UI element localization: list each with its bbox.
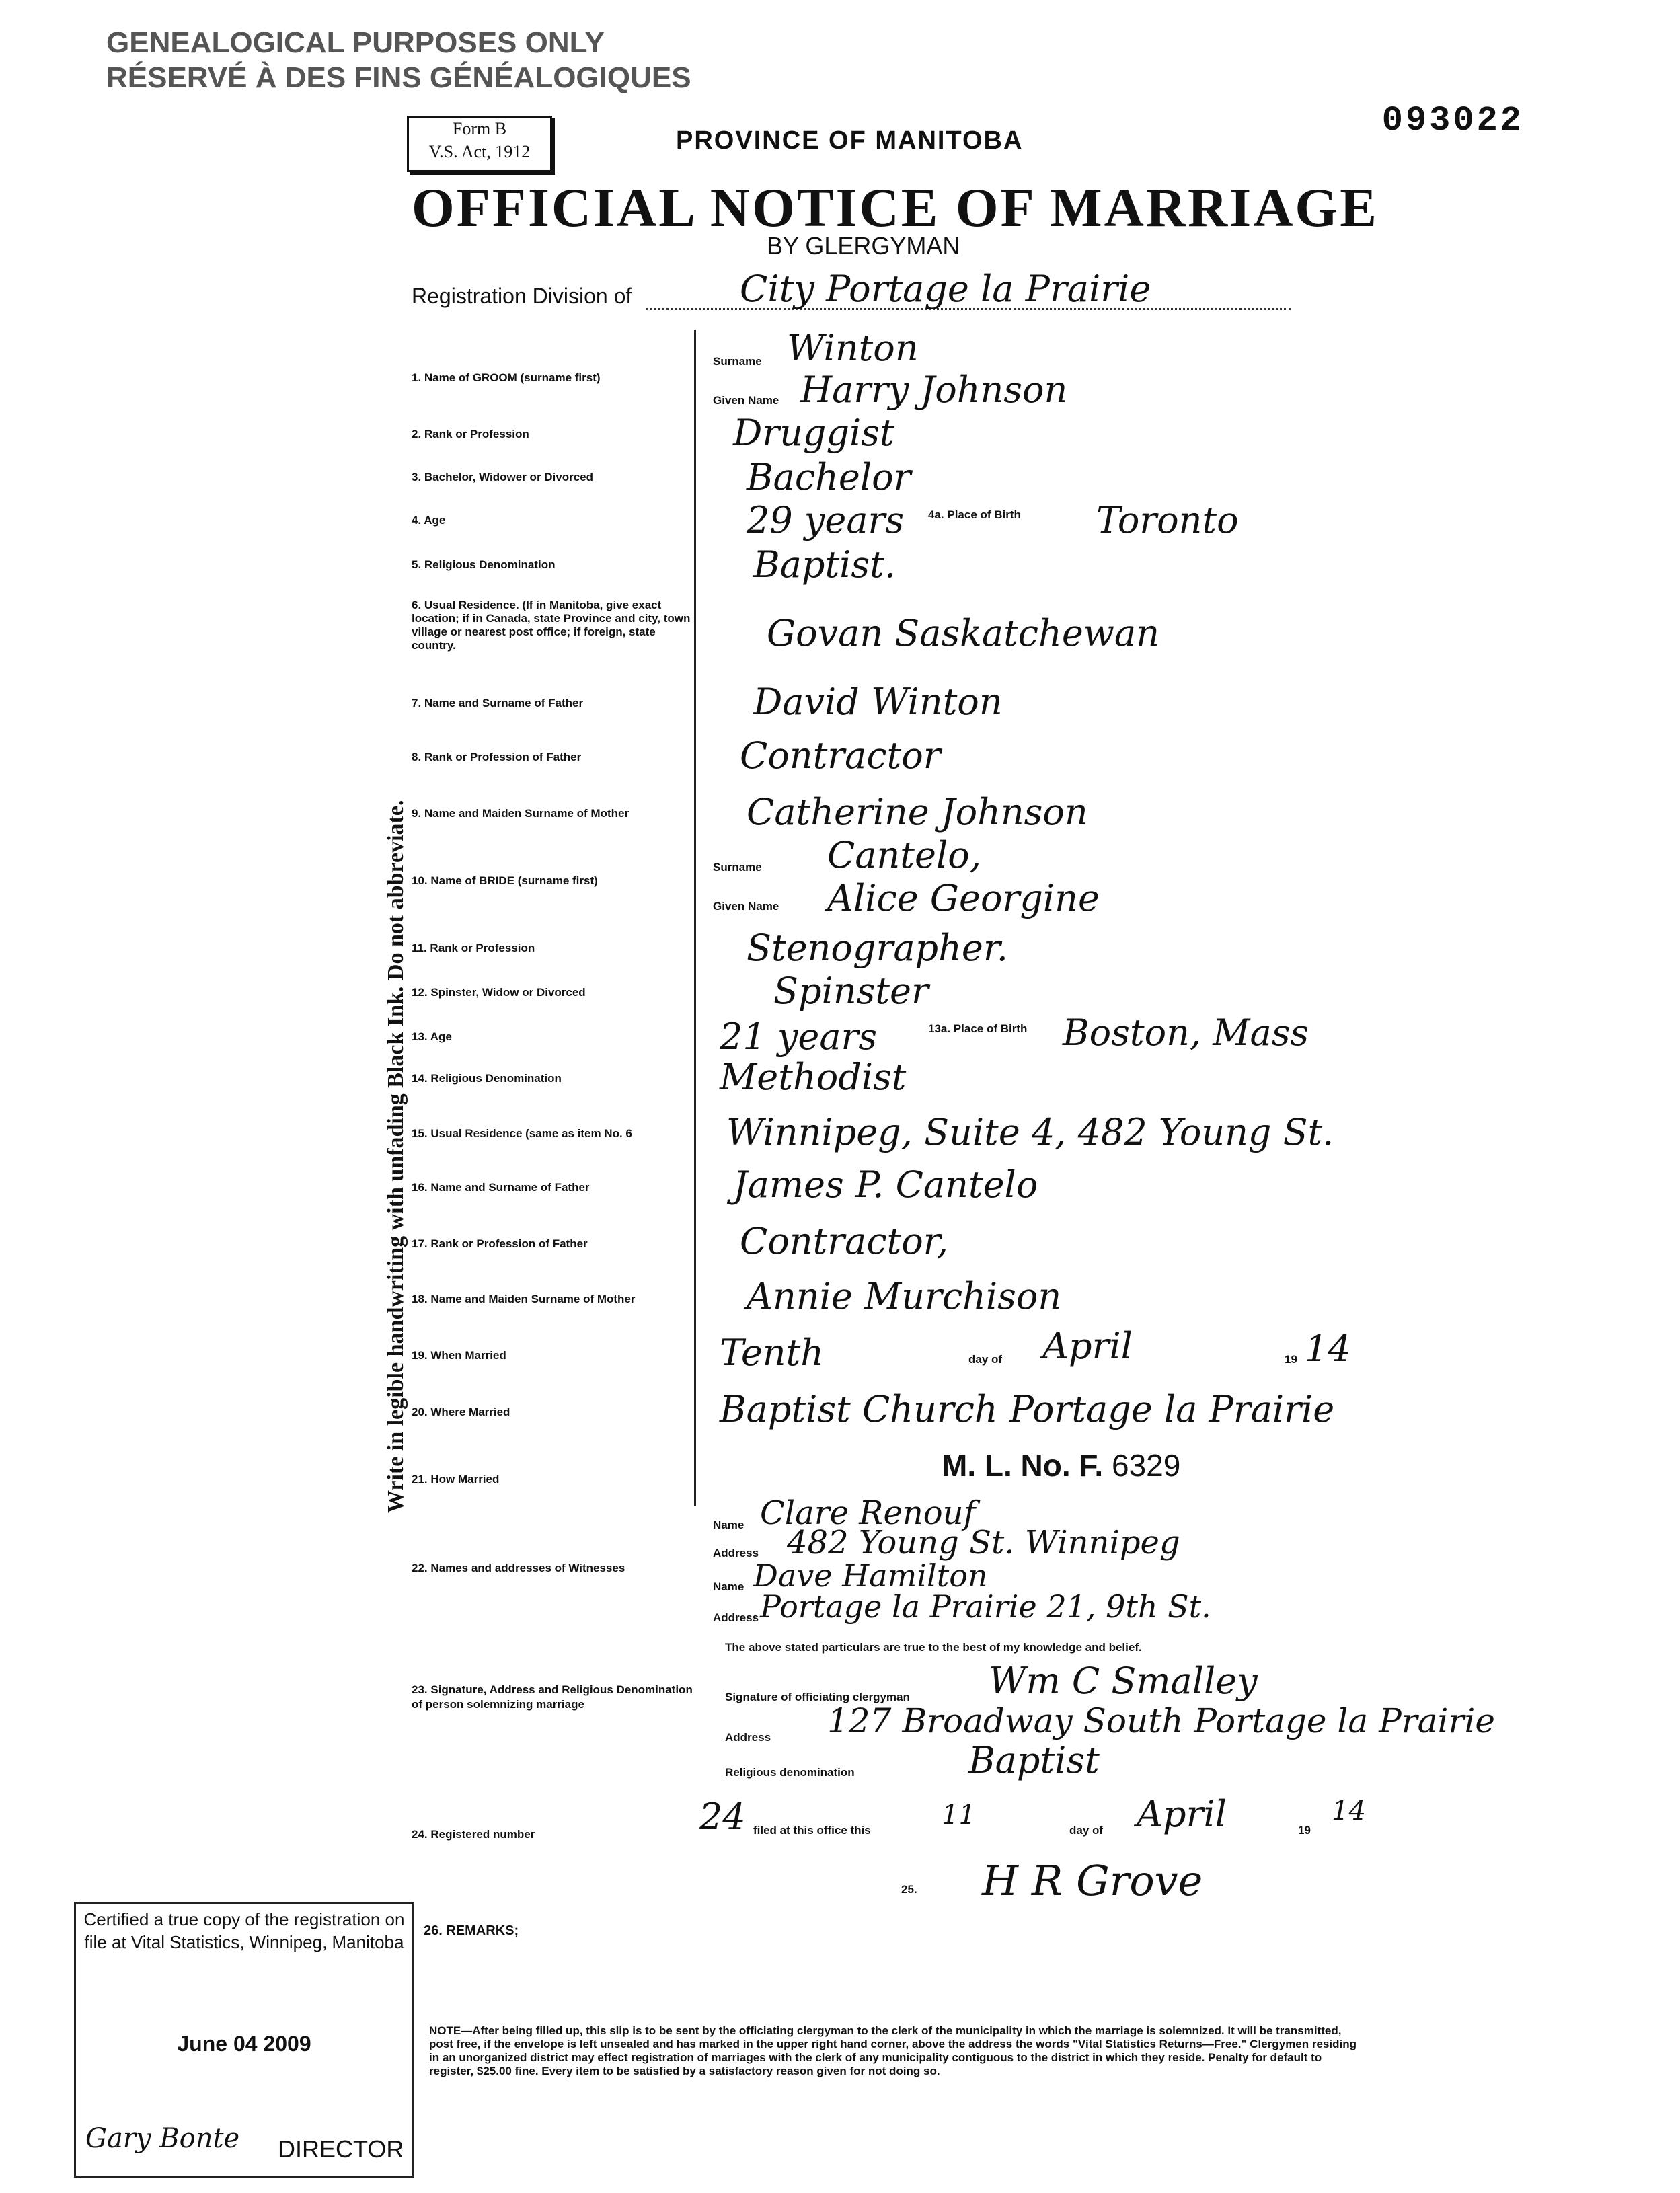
form-box	[407, 116, 552, 172]
bride-surname: Cantelo,	[827, 834, 981, 876]
bride-religion-label: 14. Religious Denomination	[412, 1072, 562, 1085]
bride-birthplace-label: 13a. Place of Birth	[928, 1022, 1028, 1035]
filed-day: 11	[942, 1800, 976, 1831]
certification-box	[74, 1902, 414, 2178]
clergy-denomination: Baptist	[968, 1739, 1100, 1781]
registered-number-label: 24. Registered number	[412, 1828, 535, 1841]
registration-division-label: Registration Division of	[412, 284, 632, 308]
marriage-licence-label: M. L. No. F.	[942, 1448, 1104, 1483]
groom-residence: Govan Saskatchewan	[767, 612, 1159, 654]
how-married-label: 21. How Married	[412, 1473, 500, 1486]
page-subtitle: BY GLERGYMAN	[767, 232, 960, 260]
groom-given-label: Given Name	[713, 394, 779, 407]
marriage-day-of: day of	[968, 1353, 1003, 1366]
marriage-year-prefix: 19	[1285, 1353, 1297, 1366]
bride-father-prof-label: 17. Rank or Profession of Father	[412, 1237, 588, 1250]
w1-address: 482 Young St. Winnipeg	[787, 1524, 1180, 1562]
filed-day-of: day of	[1069, 1824, 1104, 1837]
clergy-address-label: Address	[725, 1731, 771, 1744]
filed-label: filed at this office this	[753, 1824, 871, 1837]
bride-age: 21 years	[720, 1015, 878, 1058]
groom-mother-label: 9. Name and Maiden Surname of Mother	[412, 807, 629, 820]
bride-name-label: 10. Name of BRIDE (surname first)	[412, 874, 598, 887]
groom-age: 29 years	[747, 499, 905, 541]
director-signature: Gary Bonte	[85, 2123, 240, 2154]
w1-name: Clare Renouf	[760, 1494, 976, 1532]
groom-father-label: 7. Name and Surname of Father	[412, 697, 584, 709]
marriage-month: April	[1042, 1325, 1133, 1367]
bride-given: Alice Georgine	[827, 877, 1100, 919]
w1-address-label: Address	[713, 1547, 759, 1560]
groom-religion: Baptist.	[753, 543, 896, 586]
groom-birthplace: Toronto	[1096, 499, 1239, 541]
groom-mother: Catherine Johnson	[747, 791, 1088, 833]
groom-profession-label: 2. Rank or Profession	[412, 428, 529, 440]
groom-age-label: 4. Age	[412, 514, 446, 527]
genealogy-header-fr: RÉSERVÉ À DES FINS GÉNÉALOGIQUES	[106, 61, 691, 94]
signature-label: Signature of officiating clergyman	[725, 1691, 910, 1703]
when-married-label: 19. When Married	[412, 1349, 506, 1362]
bride-mother: Annie Murchison	[747, 1275, 1062, 1317]
director-label: DIRECTOR	[278, 2135, 404, 2163]
bride-surname-label: Surname	[713, 861, 762, 874]
groom-birthplace-label: 4a. Place of Birth	[928, 508, 1021, 521]
registration-division-value: City Portage la Prairie	[740, 268, 1151, 310]
certification-text: Certified a true copy of the registration on file at Vital Statistics, Winnipeg, Manitoba	[83, 1909, 405, 1952]
page-title: OFFICIAL NOTICE OF MARRIAGE	[412, 177, 1379, 238]
registrar-signature: H R Grove	[982, 1856, 1203, 1905]
groom-name-label: 1. Name of GROOM (surname first)	[412, 371, 601, 384]
genealogy-header-en: GENEALOGICAL PURPOSES ONLY	[106, 26, 605, 59]
registered-number: 24	[699, 1796, 746, 1838]
bride-father: James P. Cantelo	[733, 1163, 1038, 1206]
bride-residence-label: 15. Usual Residence (same as item No. 6	[412, 1127, 632, 1140]
w1-name-label: Name	[713, 1518, 744, 1531]
filed-month: April	[1137, 1793, 1227, 1835]
remarks-label: 26. REMARKS;	[424, 1923, 519, 1938]
groom-surname-label: Surname	[713, 355, 762, 368]
filed-year-prefix: 19	[1298, 1824, 1311, 1837]
w2-name: Dave Hamilton	[753, 1557, 988, 1594]
denomination-label: Religious denomination	[725, 1766, 855, 1779]
bride-status-label: 12. Spinster, Widow or Divorced	[412, 986, 586, 999]
groom-religion-label: 5. Religious Denomination	[412, 558, 556, 571]
bride-age-label: 13. Age	[412, 1030, 452, 1043]
side-instruction: Write in legible handwriting with unfading Black Ink. Do not abbreviate.	[383, 800, 408, 1513]
groom-father-prof-label: 8. Rank or Profession of Father	[412, 751, 582, 763]
marriage-licence	[942, 1447, 1180, 1484]
certification-date: June 04 2009	[177, 2032, 311, 2056]
particulars-statement: The above stated particulars are true to the best of my knowledge and belief.	[725, 1641, 1142, 1654]
w2-address: Portage la Prairie 21, 9th St.	[760, 1588, 1211, 1625]
act-label: V.S. Act, 1912	[428, 142, 531, 161]
filed-year: 14	[1332, 1796, 1366, 1826]
groom-father: David Winton	[753, 681, 1003, 723]
bride-given-label: Given Name	[713, 900, 779, 913]
marriage-year: 14	[1305, 1328, 1351, 1370]
groom-father-prof: Contractor	[740, 734, 941, 777]
groom-profession: Druggist	[733, 412, 894, 454]
groom-given: Harry Johnson	[800, 369, 1068, 411]
serial-number: 093022	[1381, 101, 1524, 141]
bride-status: Spinster	[773, 970, 929, 1012]
bride-birthplace: Boston, Mass	[1063, 1011, 1309, 1054]
solemnizer-label: 23. Signature, Address and Religious Denomination of person solemnizing marriage	[412, 1683, 693, 1711]
groom-status: Bachelor	[747, 456, 911, 498]
form-label: Form B	[452, 119, 507, 139]
bride-religion: Methodist	[720, 1056, 907, 1098]
w2-name-label: Name	[713, 1580, 744, 1593]
w2-address-label: Address	[713, 1611, 759, 1624]
clergy-address: 127 Broadway South Portage la Prairie	[827, 1701, 1495, 1740]
registrar-label: 25.	[901, 1883, 917, 1896]
bride-profession: Stenographer.	[747, 927, 1008, 969]
bride-residence: Winnipeg, Suite 4, 482 Young St.	[726, 1111, 1334, 1153]
witnesses-label: 22. Names and addresses of Witnesses	[412, 1562, 625, 1574]
clergyman-signature: Wm C Smalley	[989, 1660, 1258, 1702]
marriage-day: Tenth	[720, 1332, 825, 1374]
genealogy-header	[106, 26, 691, 95]
bride-mother-label: 18. Name and Maiden Surname of Mother	[412, 1293, 636, 1305]
bride-father-label: 16. Name and Surname of Father	[412, 1181, 590, 1194]
groom-residence-label: 6. Usual Residence. (If in Manitoba, give exact location; if in Canada, state Province and city, town village or nearest post office; if foreign, state country.	[412, 599, 691, 652]
marriage-licence-number: 6329	[1111, 1448, 1181, 1483]
bride-father-prof: Contractor,	[740, 1220, 948, 1262]
where-married-label: 20. Where Married	[412, 1406, 510, 1418]
bride-profession-label: 11. Rank or Profession	[412, 941, 535, 954]
groom-surname: Winton	[787, 327, 919, 369]
column-divider	[694, 330, 696, 1506]
where-married: Baptist Church Portage la Prairie	[720, 1388, 1335, 1430]
province-title: PROVINCE OF MANITOBA	[676, 126, 1024, 155]
groom-status-label: 3. Bachelor, Widower or Divorced	[412, 471, 594, 484]
footer-note: NOTE—After being filled up, this slip is to be sent by the officiating clergyman to the clerk of the municipality in which the marriage is solemnized. It will be transmitted, post free, if the envelope is left unsealed and has marked in the upper right hand corner, above the address the words "Vital Statistics Returns—Free." Clergymen residing in an unorganized district may effect registration of marriages with the clerk of any municipality contiguous to the district in which they reside. Penalty for default to register, $25.00 fine. Every item to be satisfied by a satisfactory reason given for not doing so.	[429, 2024, 1357, 2077]
